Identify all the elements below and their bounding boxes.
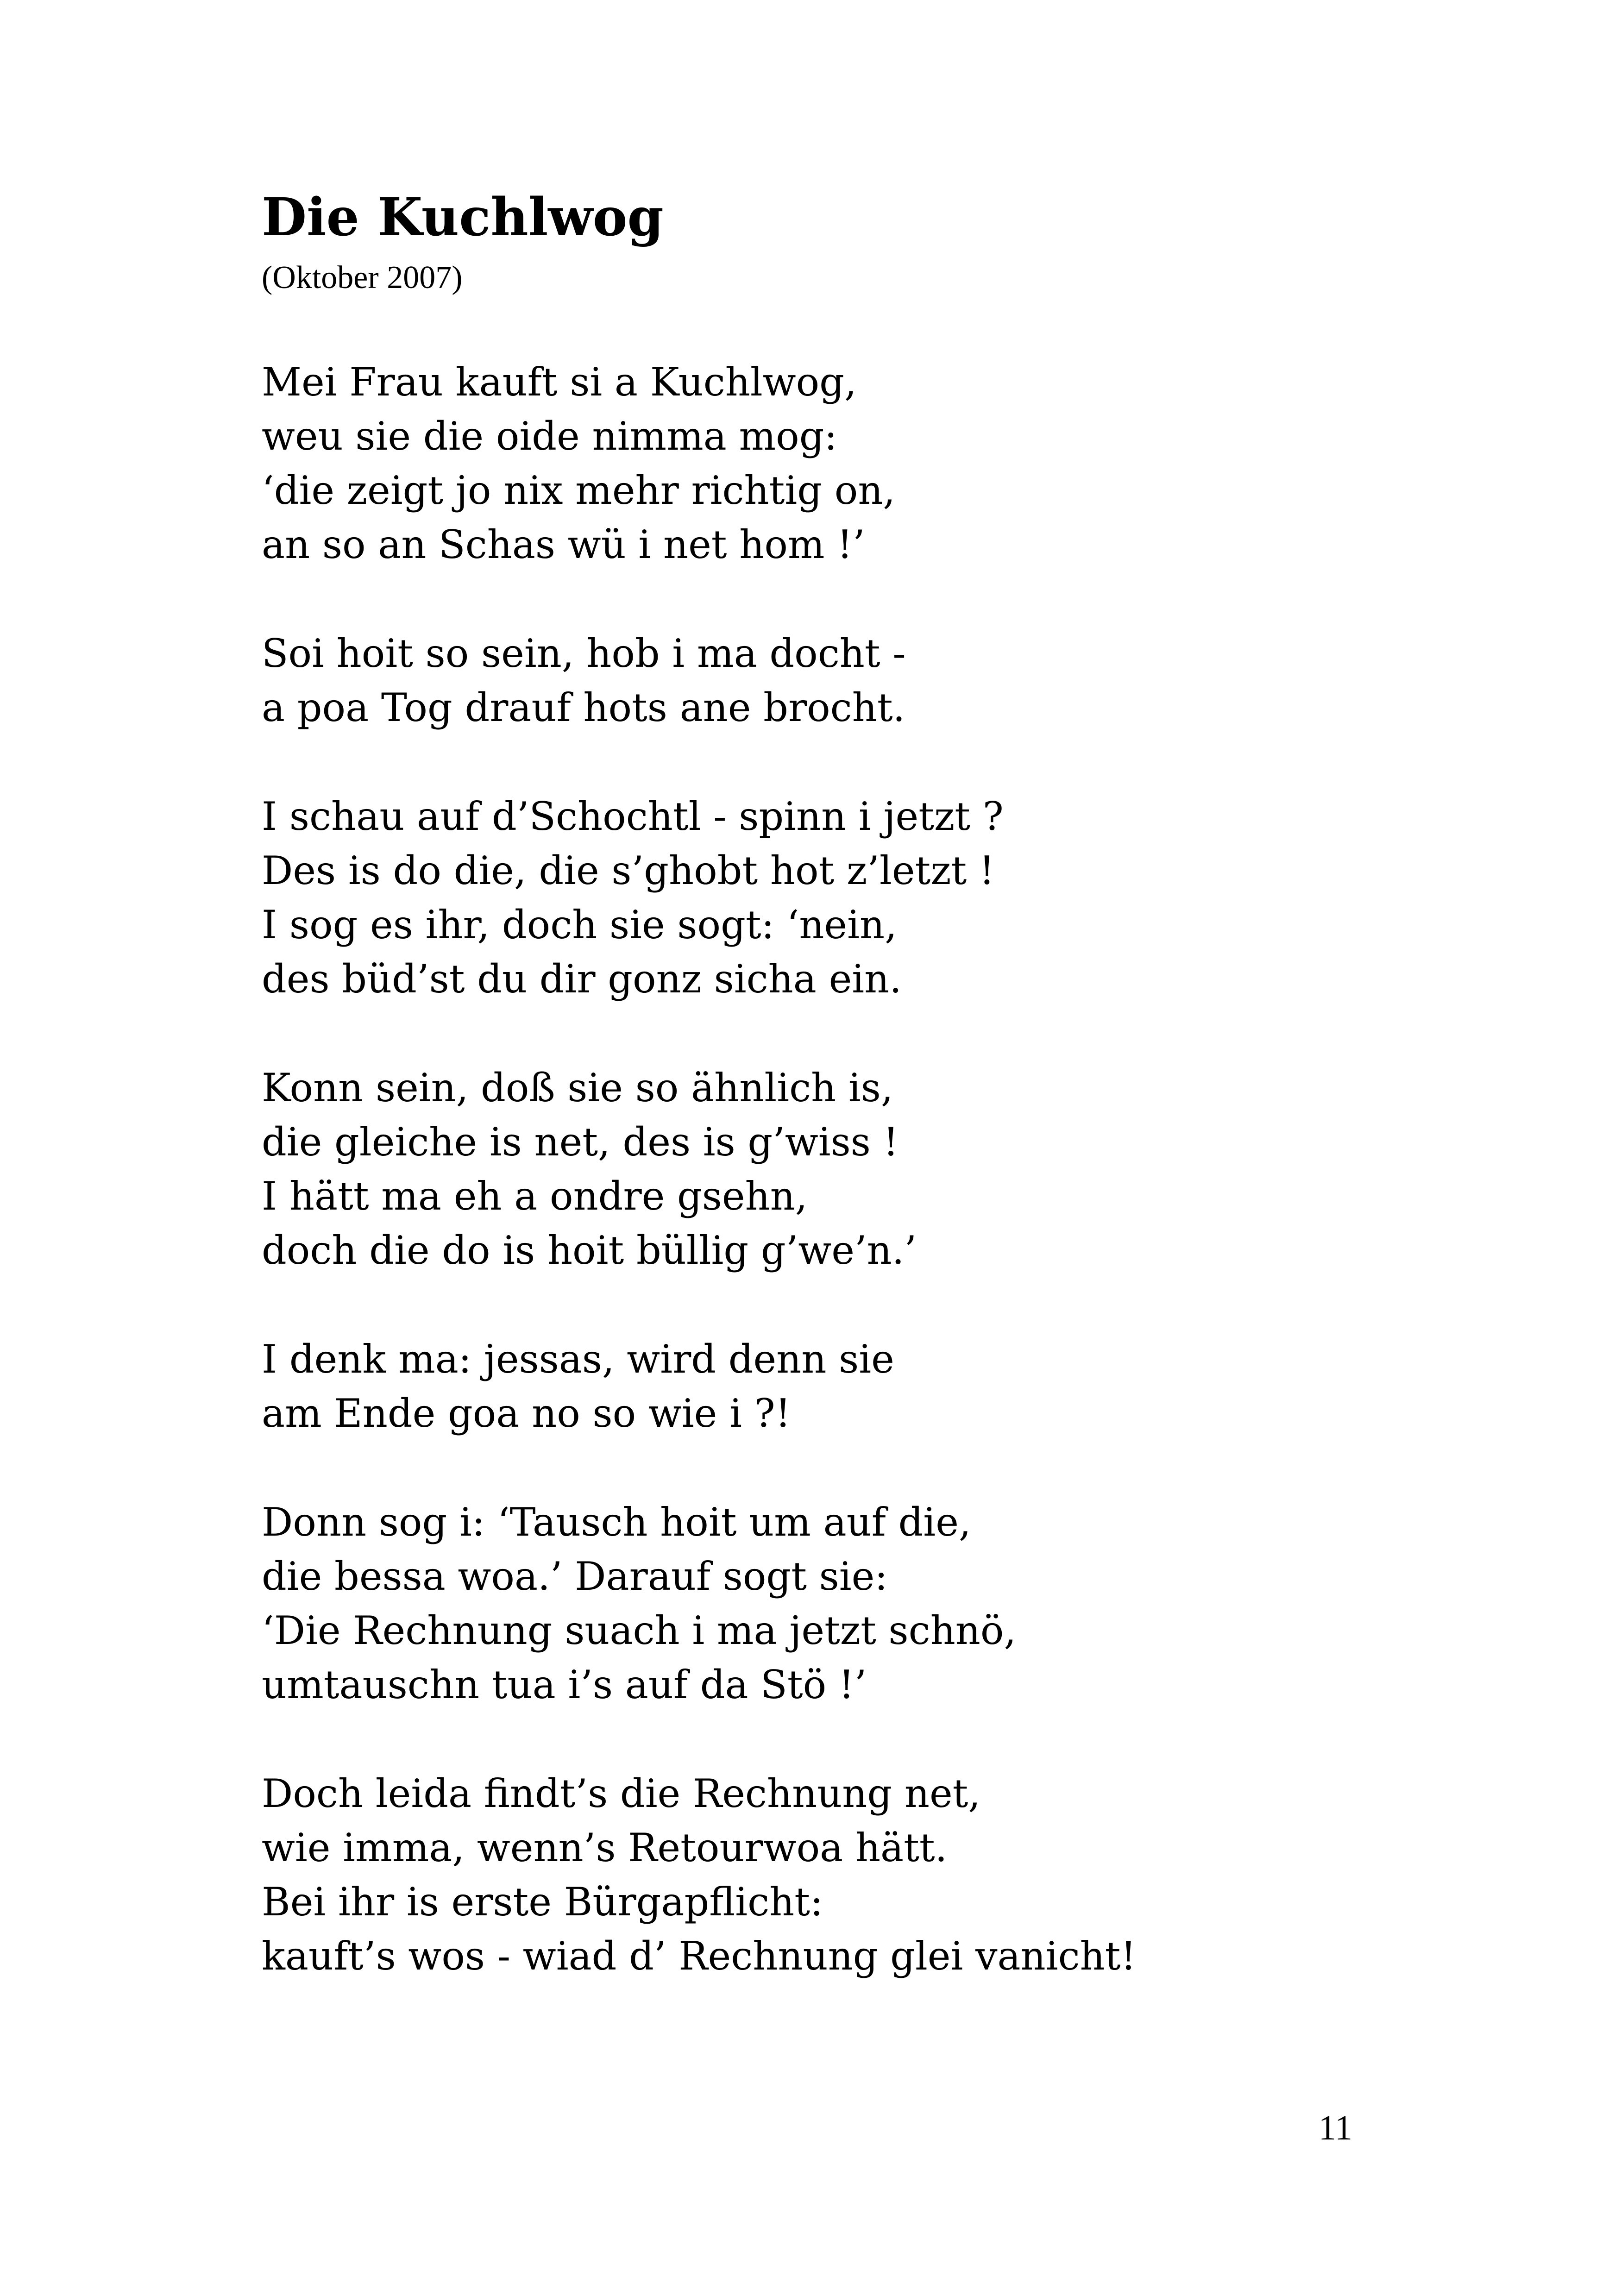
poem-date: (Oktober 2007) — [262, 260, 463, 295]
poem-line: am Ende goa no so wie i ?! — [262, 1391, 791, 1436]
poem-line: die gleiche is net, des is g’wiss ! — [262, 1119, 899, 1165]
stanza-spacer — [262, 1441, 1466, 1495]
poem-line: Bei ihr is erste Bürgapflicht: — [262, 1879, 823, 1925]
stanza-spacer — [262, 1006, 1466, 1061]
poem-line: Doch leida findt’s die Rechnung net, — [262, 1771, 981, 1816]
stanza-5 — [262, 1332, 1466, 1441]
poem-line: I hätt ma eh a ondre gsehn, — [262, 1173, 808, 1219]
poem-line: wie imma, wenn’s Retourwoa hätt. — [262, 1825, 948, 1870]
poem-line: I denk ma: jessas, wird denn sie — [262, 1336, 894, 1382]
stanza-spacer — [262, 572, 1466, 627]
stanza-7 — [262, 1767, 1466, 1983]
poem-line: ‘die zeigt jo nix mehr richtig on, — [262, 468, 896, 513]
poem-line: an so an Schas wü i net hom !’ — [262, 522, 865, 567]
stanza-2 — [262, 627, 1466, 735]
poem-line: die bessa woa.’ Darauf sogt sie: — [262, 1554, 888, 1599]
stanza-spacer — [262, 1712, 1466, 1767]
stanza-4 — [262, 1061, 1466, 1278]
poem-line: Mei Frau kauft si a Kuchlwog, — [262, 359, 857, 405]
poem-line: kauft’s wos - wiad d’ Rechnung glei vanicht! — [262, 1933, 1137, 1979]
poem-line: des büd’st du dir gonz sicha ein. — [262, 956, 902, 1002]
stanza-1 — [262, 355, 1466, 572]
poem-line: I schau auf d’Schochtl - spinn i jetzt ? — [262, 794, 1004, 839]
stanza-spacer — [262, 1278, 1466, 1332]
page-number: 11 — [1318, 2108, 1352, 2147]
poem-line: a poa Tog drauf hots ane brocht. — [262, 685, 905, 730]
poem-line: umtauschn tua i’s auf da Stö !’ — [262, 1662, 867, 1707]
poem-line: Konn sein, doß sie so ähnlich is, — [262, 1065, 893, 1110]
stanza-spacer — [262, 735, 1466, 790]
poem-line: ‘Die Rechnung suach i ma jetzt schnö, — [262, 1608, 1017, 1653]
poem-line: doch die do is hoit büllig g’we’n.’ — [262, 1228, 917, 1273]
poem — [262, 183, 1466, 1983]
poem-line: Donn sog i: ‘Tausch hoit um auf die, — [262, 1499, 971, 1545]
poem-line: Soi hoit so sein, hob i ma docht - — [262, 631, 906, 676]
poem-title: Die Kuchlwog — [262, 187, 664, 248]
poem-line: weu sie die oide nimma mog: — [262, 414, 837, 459]
poem-line: I sog es ihr, doch sie sogt: ‘nein, — [262, 902, 897, 947]
stanza-6 — [262, 1495, 1466, 1712]
stanza-3 — [262, 790, 1466, 1006]
poem-line: Des is do die, die s’ghobt hot z’letzt ! — [262, 848, 995, 893]
